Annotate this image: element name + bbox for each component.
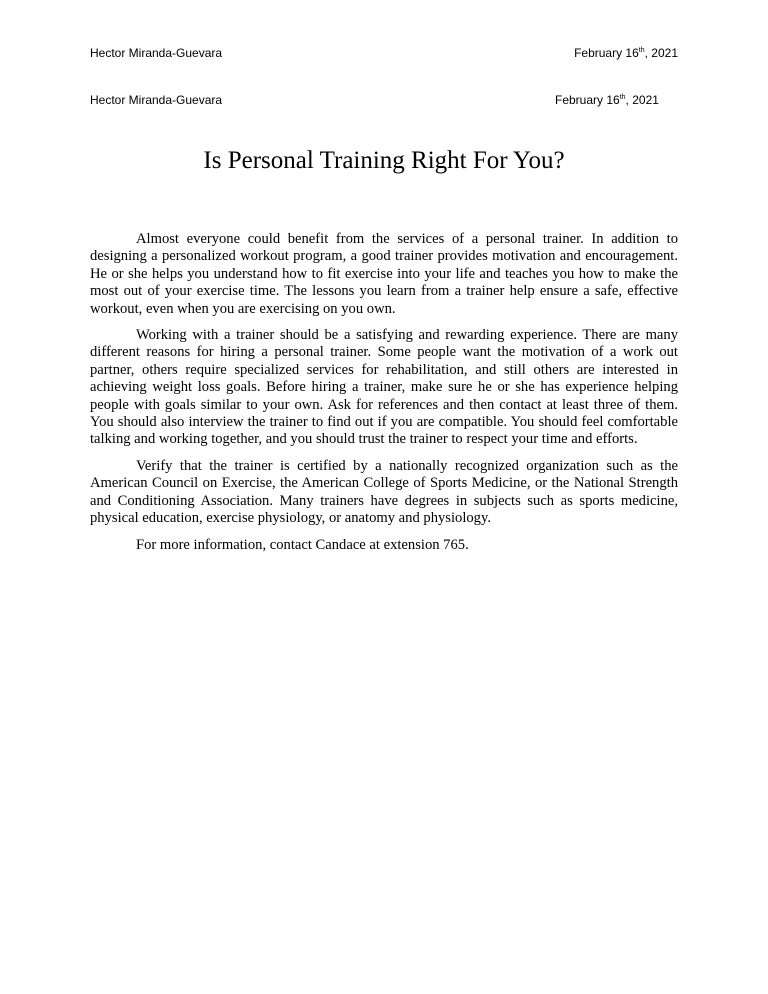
document-author: Hector Miranda-Guevara [90, 93, 223, 107]
document-date-year: , 2021 [625, 93, 659, 107]
running-header-date-year: , 2021 [644, 46, 678, 60]
document-date-ordinal: th [619, 94, 626, 101]
document-title: Is Personal Training Right For You? [203, 147, 565, 174]
document-date [555, 93, 659, 107]
running-header-date [574, 46, 678, 60]
body-paragraph-2: Working with a trainer should be a satisfying and rewarding experience. There are many different reasons for hiring a personal trainer. Some people want the motivation of a work out partner, others require specialized services for rehabilitation, and still others are interested in achieving weight loss goals. Before hiring a trainer, make sure he or she has experience helping people with goals similar to your own. Ask for references and then contact at least three of them. You should also interview the trainer to find out if you are compatible. You should feel comfortable talking and working together, and you should trust the trainer to respect your time and efforts. [90, 327, 678, 448]
body-paragraph-3: Verify that the trainer is certified by a nationally recognized organization such as the American Council on Exercise, the American College of Sports Medicine, or the National Strength and Conditioning Association. Many trainers have degrees in subjects such as sports medicine, physical education, exercise physiology, or anatomy and physiology. [90, 457, 678, 527]
running-header-date-ordinal: th [638, 47, 645, 54]
body-paragraph-4: For more information, contact Candace at extension 765. [136, 536, 469, 553]
document-date-main: February 16 [555, 93, 620, 107]
running-header-date-main: February 16 [574, 46, 639, 60]
document-body [90, 231, 678, 563]
body-paragraph-1: Almost everyone could benefit from the services of a personal trainer. In addition to designing a personalized workout program, a good trainer provides motivation and encouragement. He or she helps you understand how to fit exercise into your life and teaches you how to make the most out of your exercise time. The lessons you learn from a trainer help ensure a safe, effective workout, even when you are exercising on you own. [90, 231, 678, 317]
running-header-author: Hector Miranda-Guevara [90, 46, 223, 60]
